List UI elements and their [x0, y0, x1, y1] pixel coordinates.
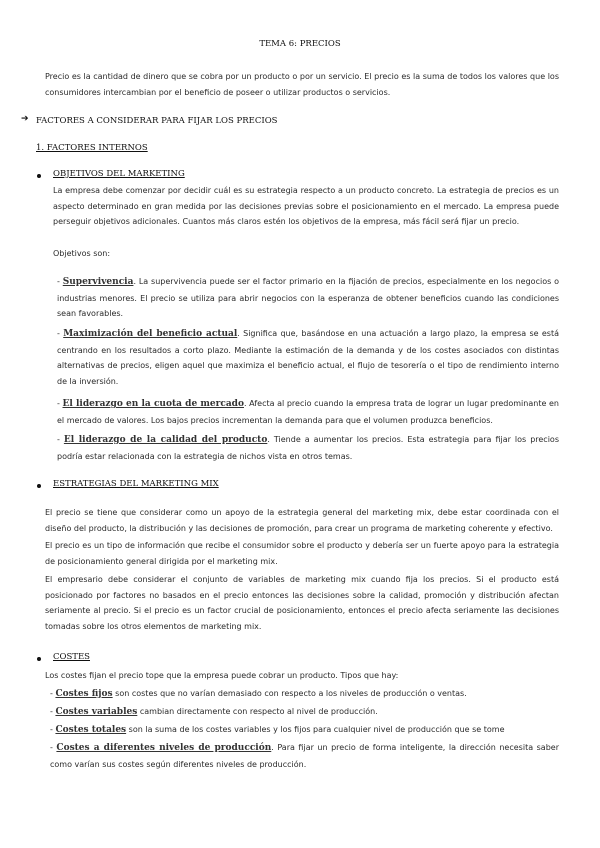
item-text: . Tiende a aumentar los precios. Esta estrategia para fijar los precios podría estar relacionada con la estrategia de nichos vista en otros temas. — [57, 435, 559, 461]
estrategias-paragraph-1: El precio se tiene que considerar como un apoyo de la estrategia general del marketing mix, debe estar coordinada con el diseño del producto, la distribución y las decisiones de promoción, para crear un programa de marketing coherente y efectivo. — [45, 508, 559, 533]
bullet-icon — [37, 657, 41, 661]
item-term: El liderazgo en la cuota de mercado — [62, 399, 244, 409]
item-term: El liderazgo de la calidad del producto — [63, 435, 268, 445]
objetivo-item-cuota — [57, 396, 559, 428]
item-text: son la suma de los costes variables y los fijos para cualquier nivel de producción que se tome — [126, 725, 505, 734]
estrategias-paragraph-2: El precio es un tipo de información que recibe el consumidor sobre el producto y debería ser un fuerte apoyo para la estrategia de posicionamiento general dirigida por el marketing mix. — [45, 541, 559, 566]
objetivos-heading: OBJETIVOS DEL MARKETING — [53, 169, 185, 179]
costes-intro: Los costes fijan el precio tope que la empresa puede cobrar un producto. Tipos que hay: — [45, 671, 399, 680]
item-dash: - — [57, 399, 63, 408]
item-text: . Significa que, basándose en una actuación a largo plazo, la empresa se está centrando en los resultados a corto plazo. Mediante la estimación de la demanda y de los costes asociados con distintas alternativas de precios, eligen aquel que maximiza el beneficio actual, el flujo de tesorería o el tipo de rendimiento interno de la inversión. — [57, 329, 559, 386]
estrategias-paragraph-3: El empresario debe considerar el conjunto de variables de marketing mix cuando fija los precios. Si el producto está posicionado por factores no basados en el precio entonces las decisiones sobre la calidad, promoción y distribución afectan seriamente al precio. Si el precio es un factor crucial de posicionamiento, entonces el precio afecta seriamente las decisiones tomadas sobre los otros elementos de marketing mix. — [45, 575, 559, 631]
coste-item-totales — [50, 722, 559, 739]
item-text: cambian directamente con respecto al nivel de producción. — [137, 707, 378, 716]
item-term: Costes variables — [55, 707, 138, 717]
factores-heading: FACTORES A CONSIDERAR PARA FIJAR LOS PRECIOS — [36, 116, 278, 126]
objetivos-paragraph: La empresa debe comenzar por decidir cuál es su estrategia respecto a un producto concreto. La estrategia de precios es un aspecto determinado en gran medida por las decisiones previas sobre el posicionamiento en el mercado. La empresa puede perseguir objetivos adicionales. Cuantos más claros estén los objetivos de la empresa, más fácil será fijar un precio. — [53, 186, 559, 226]
internos-heading: 1. FACTORES INTERNOS — [36, 143, 148, 153]
item-term: Costes fijos — [55, 689, 113, 699]
item-dash: - — [50, 725, 56, 734]
bullet-icon — [37, 174, 41, 178]
objetivo-item-calidad — [57, 432, 559, 464]
item-term: Maximización del beneficio actual — [63, 329, 238, 339]
item-dash: - — [50, 707, 56, 716]
item-text: . La supervivencia puede ser el factor primario en la fijación de precios, especialmente en los negocios o industrias menores. El precio se utiliza para abrir negocios con la esperanza de obtener beneficios cuando las condiciones sean favorables. — [57, 277, 560, 318]
coste-item-variables — [50, 704, 559, 721]
item-text: son costes que no varían demasiado con respecto a los niveles de producción o ventas. — [112, 689, 467, 698]
item-dash: - — [57, 435, 64, 444]
estrategias-heading: ESTRATEGIAS DEL MARKETING MIX — [53, 479, 219, 489]
item-dash: - — [50, 743, 57, 752]
arrow-right-icon: ➔ — [21, 114, 29, 124]
item-term: Supervivencia — [62, 277, 134, 287]
item-dash: - — [50, 689, 56, 698]
intro-paragraph: Precio es la cantidad de dinero que se cobra por un producto o por un servicio. El precio es la suma de todos los valores que los consumidores intercambian por el beneficio de poseer o utilizar productos o servicios. — [45, 72, 559, 97]
page-title: TEMA 6: PRECIOS — [259, 39, 341, 49]
objetivo-item-maximizacion — [57, 326, 559, 389]
bullet-icon — [37, 484, 41, 488]
item-term: Costes totales — [55, 725, 127, 735]
objetivo-item-supervivencia — [57, 274, 559, 322]
item-text: . Para fijar un precio de forma inteligente, la dirección necesita saber como varían sus costes según diferentes niveles de producción. — [50, 743, 559, 769]
coste-item-niveles — [50, 740, 559, 772]
coste-item-fijos — [50, 686, 559, 703]
item-dash: - — [57, 277, 63, 286]
item-dash: - — [57, 329, 64, 338]
costes-heading: COSTES — [53, 652, 90, 662]
item-text: . Afecta al precio cuando la empresa trata de lograr un lugar predominante en el mercado de valores. Los bajos precios incrementan la demanda para que el volumen produzca beneficios. — [57, 399, 559, 425]
item-term: Costes a diferentes niveles de producción — [56, 743, 272, 753]
objetivos-label: Objetivos son: — [53, 249, 111, 258]
